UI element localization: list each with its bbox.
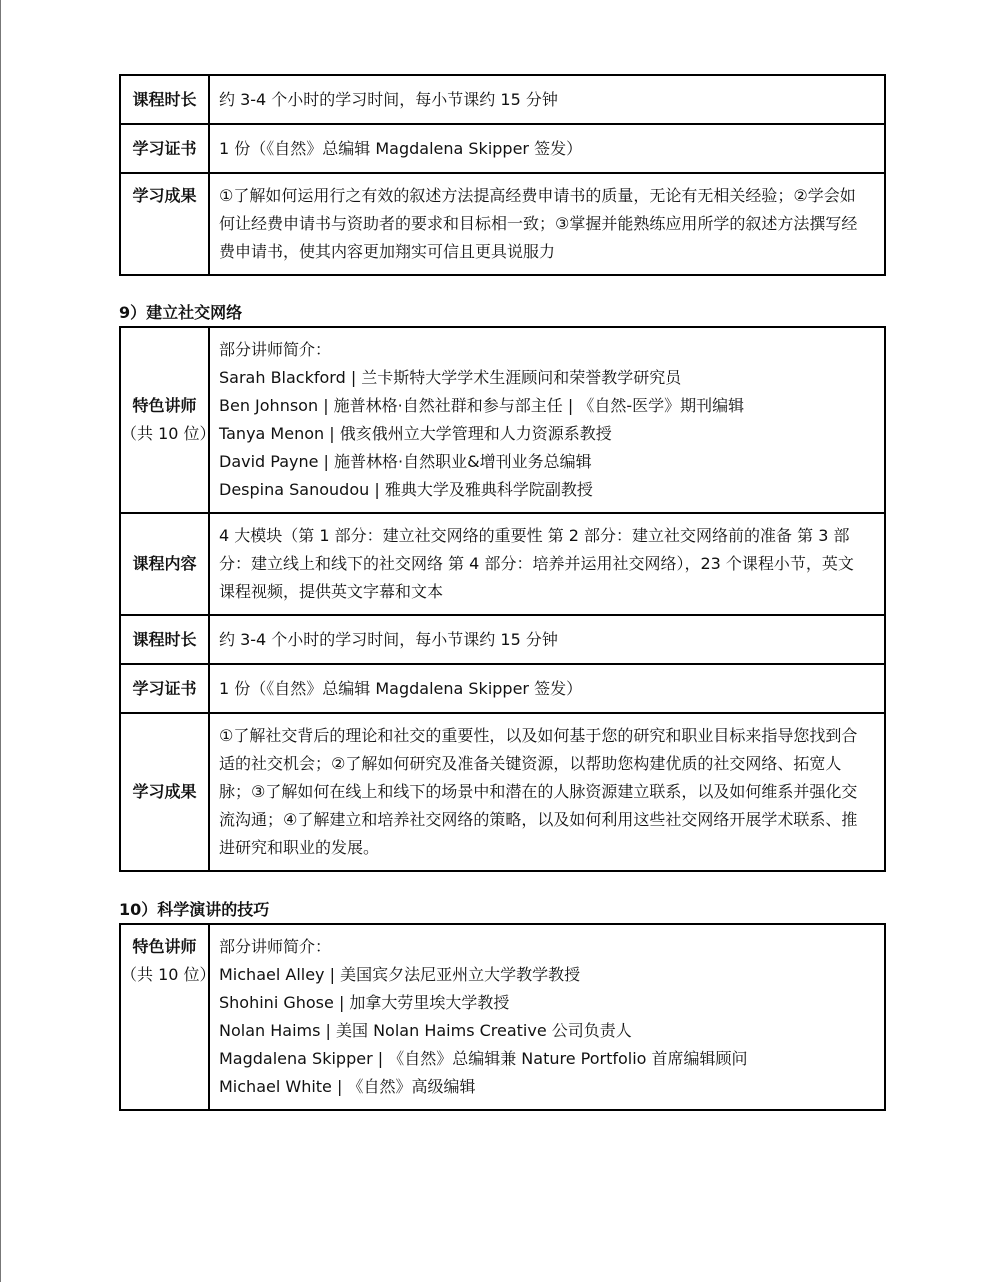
duration-label: 课程时长	[120, 615, 209, 664]
instructors-value	[209, 327, 885, 513]
section9-table	[119, 326, 886, 872]
instructor-line: Sarah Blackford | 兰卡斯特大学学术生涯顾问和荣誉教学研究员	[219, 368, 682, 387]
instructors-label-text: 特色讲师	[132, 396, 197, 415]
certificate-value: 1 份（《自然》总编辑 Magdalena Skipper 签发）	[209, 124, 885, 173]
instructors-label	[120, 327, 216, 513]
content-line: 分：建立线上和线下的社交网络 第 4 部分：培养并运用社交网络），23 个课程小节，英文	[219, 554, 854, 573]
outcome-line: ①了解社交背后的理论和社交的重要性，以及如何基于您的研究和职业目标来指导您找到合	[219, 726, 858, 745]
outcomes-value	[209, 173, 885, 275]
table-row	[120, 924, 885, 1110]
content-value	[209, 513, 885, 615]
instructors-label	[120, 924, 216, 1110]
prev-course-table	[119, 74, 886, 276]
table-row	[120, 513, 885, 615]
content-label: 课程内容	[120, 513, 209, 615]
prev-course-table-block	[119, 74, 886, 276]
outcome-line: 流沟通；④了解建立和培养社交网络的策略，以及如何利用这些社交网络开展学术联系、推	[219, 810, 858, 829]
certificate-label: 学习证书	[120, 664, 209, 713]
certificate-value: 1 份（《自然》总编辑 Magdalena Skipper 签发）	[209, 664, 885, 713]
section-title: 10）科学演讲的技巧	[119, 900, 270, 919]
instructor-line: Magdalena Skipper | 《自然》总编辑兼 Nature Portfolio 首席编辑顾问	[219, 1049, 748, 1068]
table-row	[120, 713, 885, 871]
section-title: 9）建立社交网络	[119, 303, 243, 322]
outcomes-label: 学习成果	[120, 173, 209, 275]
outcome-line: 进研究和职业的发展。	[219, 838, 380, 857]
outcome-line: 费申请书，使其内容更加翔实可信且更具说服力	[219, 242, 556, 261]
content-line: 课程视频，提供英文字幕和文本	[219, 582, 444, 601]
table-row	[120, 664, 885, 713]
instructor-line: 部分讲师简介：	[219, 340, 332, 359]
content-line: 4 大模块（第 1 部分：建立社交网络的重要性 第 2 部分：建立社交网络前的准备 第 3 部	[219, 526, 850, 545]
table-row	[120, 75, 885, 124]
instructor-line: Michael White | 《自然》高级编辑	[219, 1077, 476, 1096]
table-row	[120, 327, 885, 513]
instructors-count: （共 10 位）	[121, 424, 216, 443]
instructor-line: Michael Alley | 美国宾夕法尼亚州立大学教学教授	[219, 965, 581, 984]
instructor-line: Despina Sanoudou | 雅典大学及雅典科学院副教授	[219, 480, 593, 499]
duration-value: 约 3-4 个小时的学习时间，每小节课约 15 分钟	[209, 615, 885, 664]
instructor-line: 部分讲师简介：	[219, 937, 332, 956]
page-edge	[0, 0, 1, 1282]
section10-table-block	[119, 923, 886, 1111]
outcome-line: 何让经费申请书与资助者的要求和目标相一致；③掌握并能熟练应用所学的叙述方法撰写经	[219, 214, 858, 233]
certificate-label: 学习证书	[120, 124, 209, 173]
duration-label: 课程时长	[120, 75, 209, 124]
instructors-value	[209, 924, 885, 1110]
table-row	[120, 615, 885, 664]
table-row	[120, 173, 885, 275]
outcome-line: 脉；③了解如何在线上和线下的场景中和潜在的人脉资源建立联系，以及如何维系并强化交	[219, 782, 858, 801]
instructor-line: Shohini Ghose | 加拿大劳里埃大学教授	[219, 993, 510, 1012]
duration-value: 约 3-4 个小时的学习时间，每小节课约 15 分钟	[209, 75, 885, 124]
instructors-label-text: 特色讲师	[132, 937, 197, 956]
instructor-line: Ben Johnson | 施普林格·自然社群和参与部主任 | 《自然-医学》期刊编辑	[219, 396, 745, 415]
instructor-line: Nolan Haims | 美国 Nolan Haims Creative 公司负责人	[219, 1021, 632, 1040]
instructor-line: Tanya Menon | 俄亥俄州立大学管理和人力资源系教授	[219, 424, 612, 443]
outcome-line: ①了解如何运用行之有效的叙述方法提高经费申请书的质量，无论有无相关经验；②学会如	[219, 186, 856, 205]
instructors-count: （共 10 位）	[121, 965, 216, 984]
section9-table-block	[119, 326, 886, 872]
outcome-line: 适的社交机会；②了解如何研究及准备关键资源，以帮助您构建优质的社交网络、拓宽人	[219, 754, 842, 773]
outcomes-value	[209, 713, 885, 871]
outcomes-label: 学习成果	[120, 713, 209, 871]
table-row	[120, 124, 885, 173]
instructor-line: David Payne | 施普林格·自然职业&增刊业务总编辑	[219, 452, 592, 471]
section10-table	[119, 923, 886, 1111]
